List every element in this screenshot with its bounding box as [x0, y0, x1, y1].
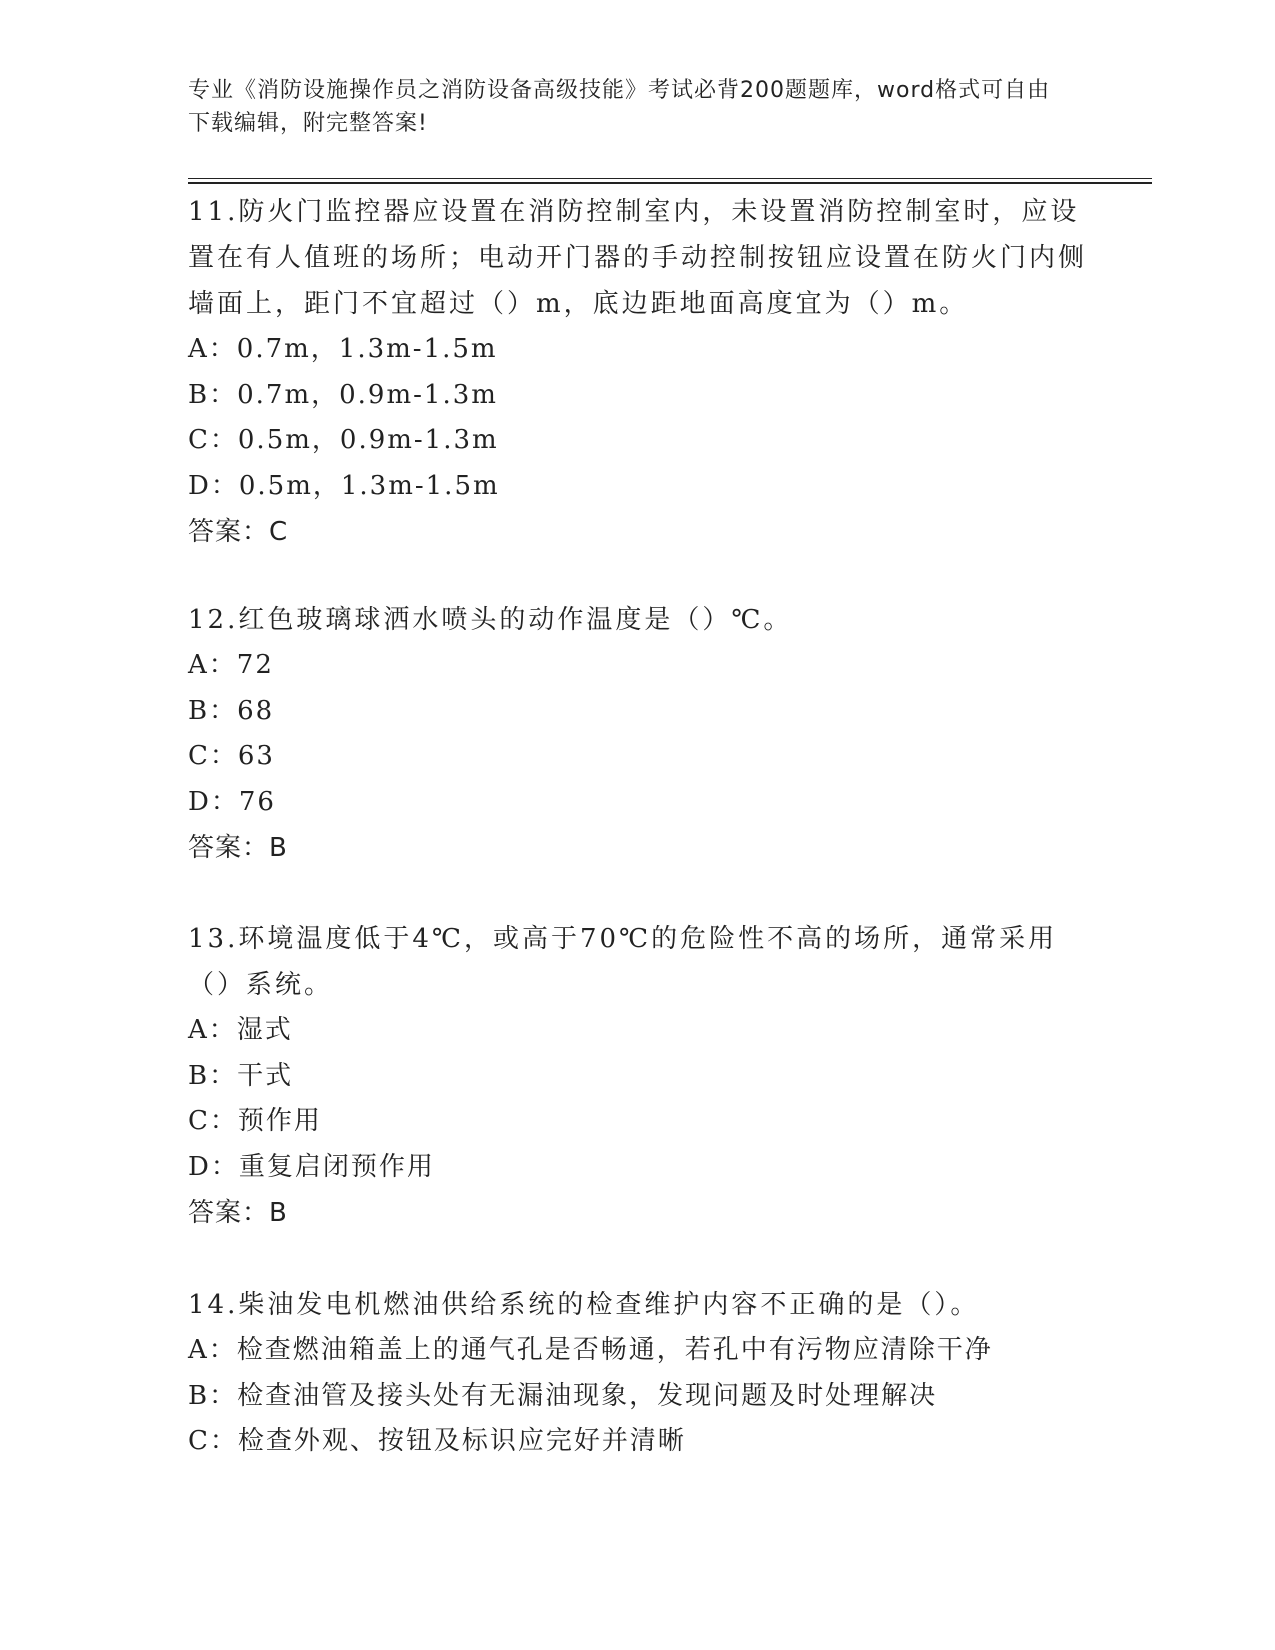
option-a: A：72: [188, 650, 274, 680]
option-b: B：0.7m，0.9m-1.3m: [188, 379, 498, 410]
option-d: D：76: [188, 786, 276, 817]
option-c: C：检查外观、按钮及标识应完好并清晰: [188, 1426, 686, 1456]
document-header: 专业《消防设施操作员之消防设备高级技能》考试必背200题题库，word格式可自由下载编辑，附完整答案!: [188, 78, 1051, 136]
question-stem: 13.环境温度低于4℃，或高于70℃的危险性不高的场所，通常采用（）系统。: [188, 924, 1058, 1000]
answer-line: 答案：C: [188, 517, 289, 547]
question-stem: 12.红色玻璃球洒水喷头的动作温度是（）℃。: [188, 605, 793, 635]
question-stem: 11.防火门监控器应设置在消防控制室内，未设置消防控制室时，应设置在有人值班的场所；电动开门器的手动控制按钮应设置在防火门内侧墙面上，距门不宜超过（）m，底边距地面高度宜为（）m。: [188, 197, 1088, 319]
question-stem: 14.柴油发电机燃油供给系统的检查维护内容不正确的是（）。: [188, 1290, 980, 1320]
option-d: D：0.5m，1.3m-1.5m: [188, 470, 500, 501]
option-a: A：检查燃油箱盖上的通气孔是否畅通，若孔中有污物应清除干净: [188, 1335, 993, 1365]
option-c: C：63: [188, 741, 275, 771]
option-d: D：重复启闭预作用: [188, 1151, 435, 1182]
question-12: [188, 597, 1088, 871]
question-14: [188, 1282, 1088, 1465]
option-a: A：湿式: [188, 1015, 293, 1045]
answer-line: 答案：B: [188, 1198, 288, 1228]
option-c: C：0.5m，0.9m-1.3m: [188, 425, 499, 455]
header-divider-thin: [188, 178, 1152, 179]
option-b: B：检查油管及接头处有无漏油现象，发现问题及时处理解决: [188, 1380, 938, 1411]
option-a: A：0.7m，1.3m-1.5m: [188, 334, 498, 364]
option-b: B：干式: [188, 1060, 294, 1091]
answer-line: 答案：B: [188, 833, 288, 863]
question-11: [188, 189, 1088, 555]
option-b: B：68: [188, 695, 275, 726]
header-divider-thick: [188, 182, 1152, 184]
option-c: C：预作用: [188, 1106, 322, 1136]
question-13: [188, 916, 1088, 1236]
